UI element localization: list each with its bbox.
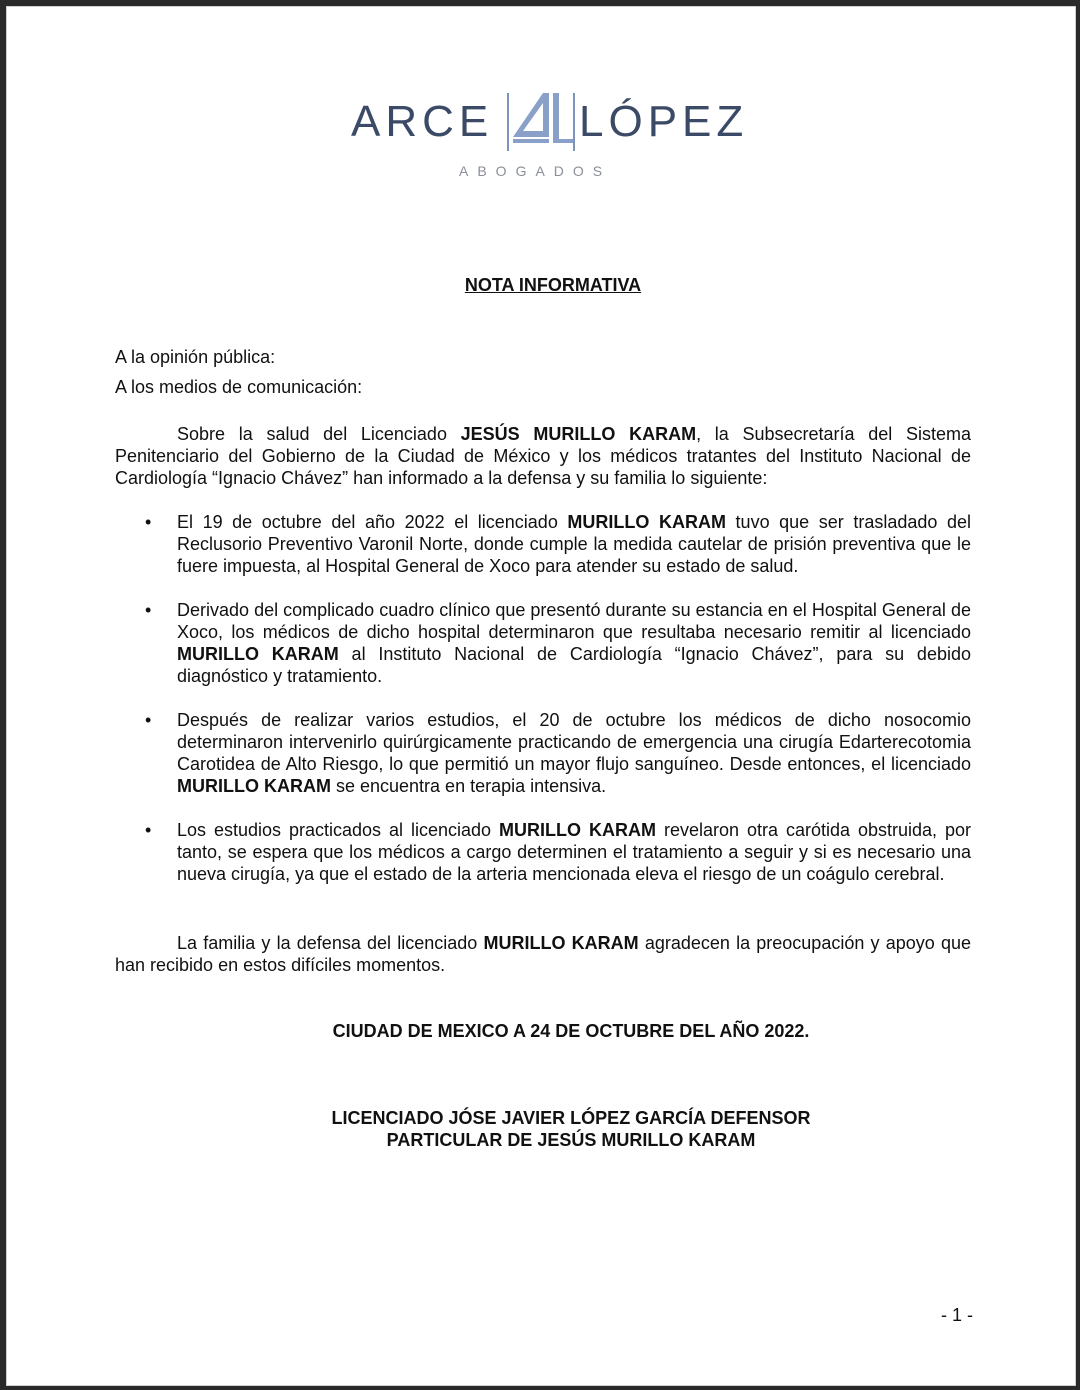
intro-text-2: , la Subsecretaría del Sistema Penitenciario del Gobierno de la Ciudad de México y los médicos tratantes del Instituto Nacional de Cardiología “Ignacio Chávez” han informado a la defensa y su familia lo siguiente: (115, 424, 971, 488)
intro-text-1: Sobre la salud del Licenciado (177, 424, 461, 444)
bullet-text-1: Los estudios practicados al licenciado (177, 820, 500, 840)
logo-monogram-icon (503, 91, 579, 153)
bullet-text-1: Derivado del complicado cuadro clínico que presentó durante su estancia en el Hospital General de Xoco, los médicos de dicho hospital determinaron que resultaba necesario remitir al licenciado (177, 600, 971, 642)
firm-logo (7, 91, 1075, 191)
bullet-text-2: revelaron otra carótida obstruida, por tanto, se espera que los médicos a cargo determinen el tratamiento a seguir y si es necesario una nueva cirugía, ya que el estado de la arteria mencionada eleva el riesgo de un coágulo cerebral. (177, 820, 971, 884)
bullet-icon: • (145, 600, 152, 620)
bullet-icon: • (145, 710, 152, 730)
list-item (115, 709, 971, 797)
logo-word-right: LÓPEZ (579, 97, 749, 146)
list-item (115, 511, 971, 577)
bullet-list (115, 511, 971, 907)
page-number: - 1 - (941, 1305, 974, 1325)
signature-line-2: PARTICULAR DE JESÚS MURILLO KARAM (386, 1130, 756, 1150)
bullet-bold-name: MURILLO KARAM (499, 820, 656, 840)
greeting-media: A los medios de comunicación: (115, 377, 363, 397)
greeting-public: A la opinión pública: (115, 347, 276, 367)
document-page (6, 6, 1076, 1386)
closing-paragraph (115, 932, 971, 976)
bullet-bold-name: MURILLO KARAM (177, 644, 339, 664)
logo-subtitle: ABOGADOS (459, 163, 612, 179)
closing-bold-name: MURILLO KARAM (483, 933, 639, 953)
bullet-text-2: tuvo que ser trasladado del Reclusorio Preventivo Varonil Norte, donde cumple la medida cautelar de prisión preventiva que le fuere impuesta, al Hospital General de Xoco para atender su estado de salud. (177, 512, 971, 576)
bullet-text-1: El 19 de octubre del año 2022 el licenciado (177, 512, 568, 532)
bullet-icon: • (145, 820, 152, 840)
document-title: NOTA INFORMATIVA (464, 275, 642, 295)
bullet-text-2: al Instituto Nacional de Cardiología “Ignacio Chávez”, para su debido diagnóstico y tratamiento. (177, 644, 971, 686)
logo-word-left: ARCE (351, 97, 494, 146)
bullet-bold-name: MURILLO KARAM (567, 512, 726, 532)
bullet-text-2: se encuentra en terapia intensiva. (330, 776, 607, 796)
date-line: CIUDAD DE MEXICO A 24 DE OCTUBRE DEL AÑO 2022. (332, 1021, 810, 1041)
closing-text-1: La familia y la defensa del licenciado (177, 933, 484, 953)
intro-paragraph (115, 423, 971, 489)
closing-text-2: agradecen la preocupación y apoyo que han recibido en estos difíciles momentos. (115, 933, 971, 975)
bullet-bold-name: MURILLO KARAM (177, 776, 331, 796)
list-item (115, 599, 971, 687)
list-item (115, 819, 971, 885)
signature-line-1: LICENCIADO JÓSE JAVIER LÓPEZ GARCÍA DEFENSOR (331, 1108, 811, 1128)
bullet-text-1: Después de realizar varios estudios, el 20 de octubre los médicos de dicho nosocomio determinaron intervenirlo quirúrgicamente practicando de emergencia una cirugía Edarterecotomia Carotidea de Alto Riesgo, lo que permitió un mayor flujo sanguíneo. Desde entonces, el licenciado (177, 710, 971, 774)
intro-bold-name: JESÚS MURILLO KARAM (460, 424, 697, 444)
bullet-icon: • (145, 512, 152, 532)
